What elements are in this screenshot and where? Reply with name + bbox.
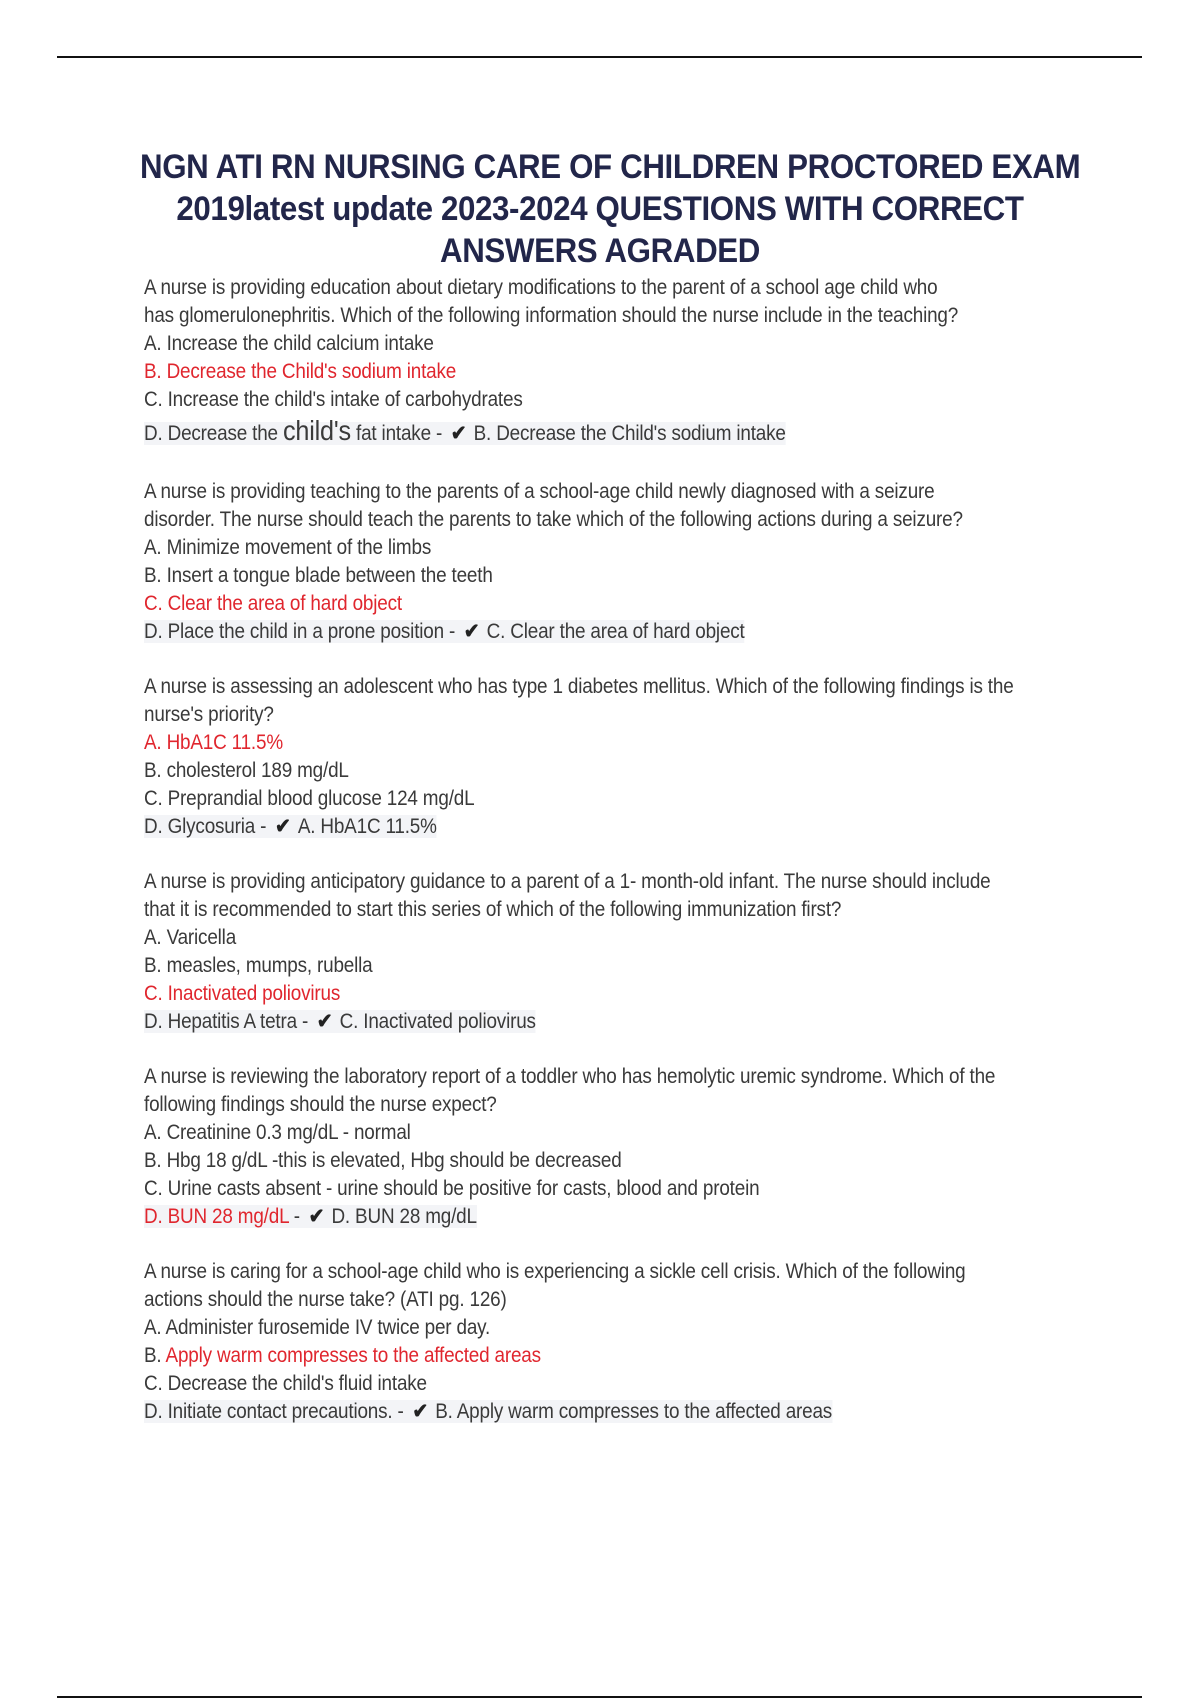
option-d-with-answer — [144, 1203, 1044, 1231]
option-d-emphasis: child's — [282, 415, 351, 446]
bottom-rule — [57, 1696, 1142, 1698]
option-a: A. Administer furosemide IV twice per day. — [144, 1316, 491, 1339]
option-b-correct — [144, 1342, 1044, 1370]
option-b: B. measles, mumps, rubella — [144, 954, 373, 977]
option-a: A. Increase the child calcium intake — [144, 332, 434, 355]
answer-key: B. Decrease the Child's sodium intake — [473, 422, 786, 445]
question-5 — [144, 1063, 1144, 1231]
option-d-with-answer — [144, 813, 1044, 841]
option-b: B. Hbg 18 g/dL -this is elevated, Hbg should be decreased — [144, 1149, 622, 1172]
check-icon: ✔ — [316, 1010, 333, 1033]
question-stem: has glomerulonephritis. Which of the following information should the nurse include in the teaching? — [144, 304, 959, 327]
questions-list — [144, 274, 1144, 1453]
question-stem: A nurse is providing anticipatory guidance to a parent of a 1- month-old infant. The nurse should include — [144, 870, 991, 893]
option-b-correct: B. Decrease the Child's sodium intake — [144, 360, 457, 383]
option-d-correct: D. BUN 28 mg/dL — [144, 1205, 289, 1228]
answer-key: A. HbA1C 11.5% — [297, 815, 437, 838]
check-icon: ✔ — [450, 422, 467, 445]
question-2 — [144, 478, 1144, 646]
question-stem: that it is recommended to start this series of which of the following immunization first? — [144, 898, 842, 921]
check-icon: ✔ — [412, 1400, 429, 1423]
document-title — [140, 146, 1081, 272]
option-d-text: D. Decrease the — [144, 422, 283, 445]
answer-key: B. Apply warm compresses to the affected areas — [435, 1400, 833, 1423]
question-3 — [144, 673, 1144, 841]
option-d-with-answer — [144, 1398, 1044, 1426]
answer-key: C. Clear the area of hard object — [486, 620, 745, 643]
option-c: C. Preprandial blood glucose 124 mg/dL — [144, 787, 475, 810]
option-b-letter: B. — [144, 1344, 166, 1367]
top-rule — [57, 56, 1142, 58]
option-b: B. cholesterol 189 mg/dL — [144, 759, 349, 782]
option-d-separator: - — [288, 1205, 305, 1228]
option-c: C. Decrease the child's fluid intake — [144, 1372, 427, 1395]
question-stem: disorder. The nurse should teach the parents to take which of the following actions during a seizure? — [144, 508, 963, 531]
answer-key: C. Inactivated poliovirus — [339, 1010, 536, 1033]
question-stem: nurse's priority? — [144, 703, 274, 726]
option-d-text: D. Glycosuria - — [144, 815, 272, 838]
question-1 — [144, 274, 1144, 451]
option-b: B. Insert a tongue blade between the teeth — [144, 564, 493, 587]
option-b-text: Apply warm compresses to the affected areas — [165, 1344, 541, 1367]
check-icon: ✔ — [463, 620, 480, 643]
question-stem: A nurse is reviewing the laboratory report of a toddler who has hemolytic uremic syndrome. Which of the — [144, 1065, 996, 1088]
question-6 — [144, 1258, 1144, 1426]
option-d-with-answer — [144, 1008, 1044, 1036]
question-4 — [144, 868, 1144, 1036]
option-a: A. Creatinine 0.3 mg/dL - normal — [144, 1121, 411, 1144]
check-icon: ✔ — [274, 815, 291, 838]
title-line: NGN ATI RN NURSING CARE OF CHILDREN PROCTORED EXAM — [140, 148, 1081, 186]
question-stem: A nurse is caring for a school-age child who is experiencing a sickle cell crisis. Which of the following — [144, 1260, 966, 1283]
question-stem: A nurse is providing education about dietary modifications to the parent of a school age child who — [144, 276, 938, 299]
title-line: ANSWERS AGRADED — [439, 232, 761, 270]
option-a: A. Varicella — [144, 926, 237, 949]
option-d-with-answer — [144, 414, 1044, 451]
option-a: A. Minimize movement of the limbs — [144, 536, 432, 559]
check-icon: ✔ — [308, 1205, 325, 1228]
option-d-text: D. Initiate contact precautions. - — [144, 1400, 409, 1423]
option-d-text-end: fat intake - — [350, 422, 448, 445]
answer-key: D. BUN 28 mg/dL — [331, 1205, 477, 1228]
option-c-correct: C. Clear the area of hard object — [144, 592, 402, 615]
title-line: 2019latest update 2023-2024 QUESTIONS WITH CORRECT — [176, 190, 1024, 228]
option-a-correct: A. HbA1C 11.5% — [144, 731, 283, 754]
question-stem: A nurse is providing teaching to the parents of a school-age child newly diagnosed with a seizure — [144, 480, 935, 503]
question-stem: A nurse is assessing an adolescent who has type 1 diabetes mellitus. Which of the following findings is the — [144, 675, 1014, 698]
option-d-text: D. Hepatitis A tetra - — [144, 1010, 314, 1033]
option-d-with-answer — [144, 618, 1044, 646]
option-d-text: D. Place the child in a prone position - — [144, 620, 461, 643]
option-c-correct: C. Inactivated poliovirus — [144, 982, 341, 1005]
option-c: C. Urine casts absent - urine should be positive for casts, blood and protein — [144, 1177, 760, 1200]
question-stem: actions should the nurse take? (ATI pg. 126) — [144, 1288, 507, 1311]
question-stem: following findings should the nurse expect? — [144, 1093, 497, 1116]
option-c: C. Increase the child's intake of carbohydrates — [144, 388, 523, 411]
